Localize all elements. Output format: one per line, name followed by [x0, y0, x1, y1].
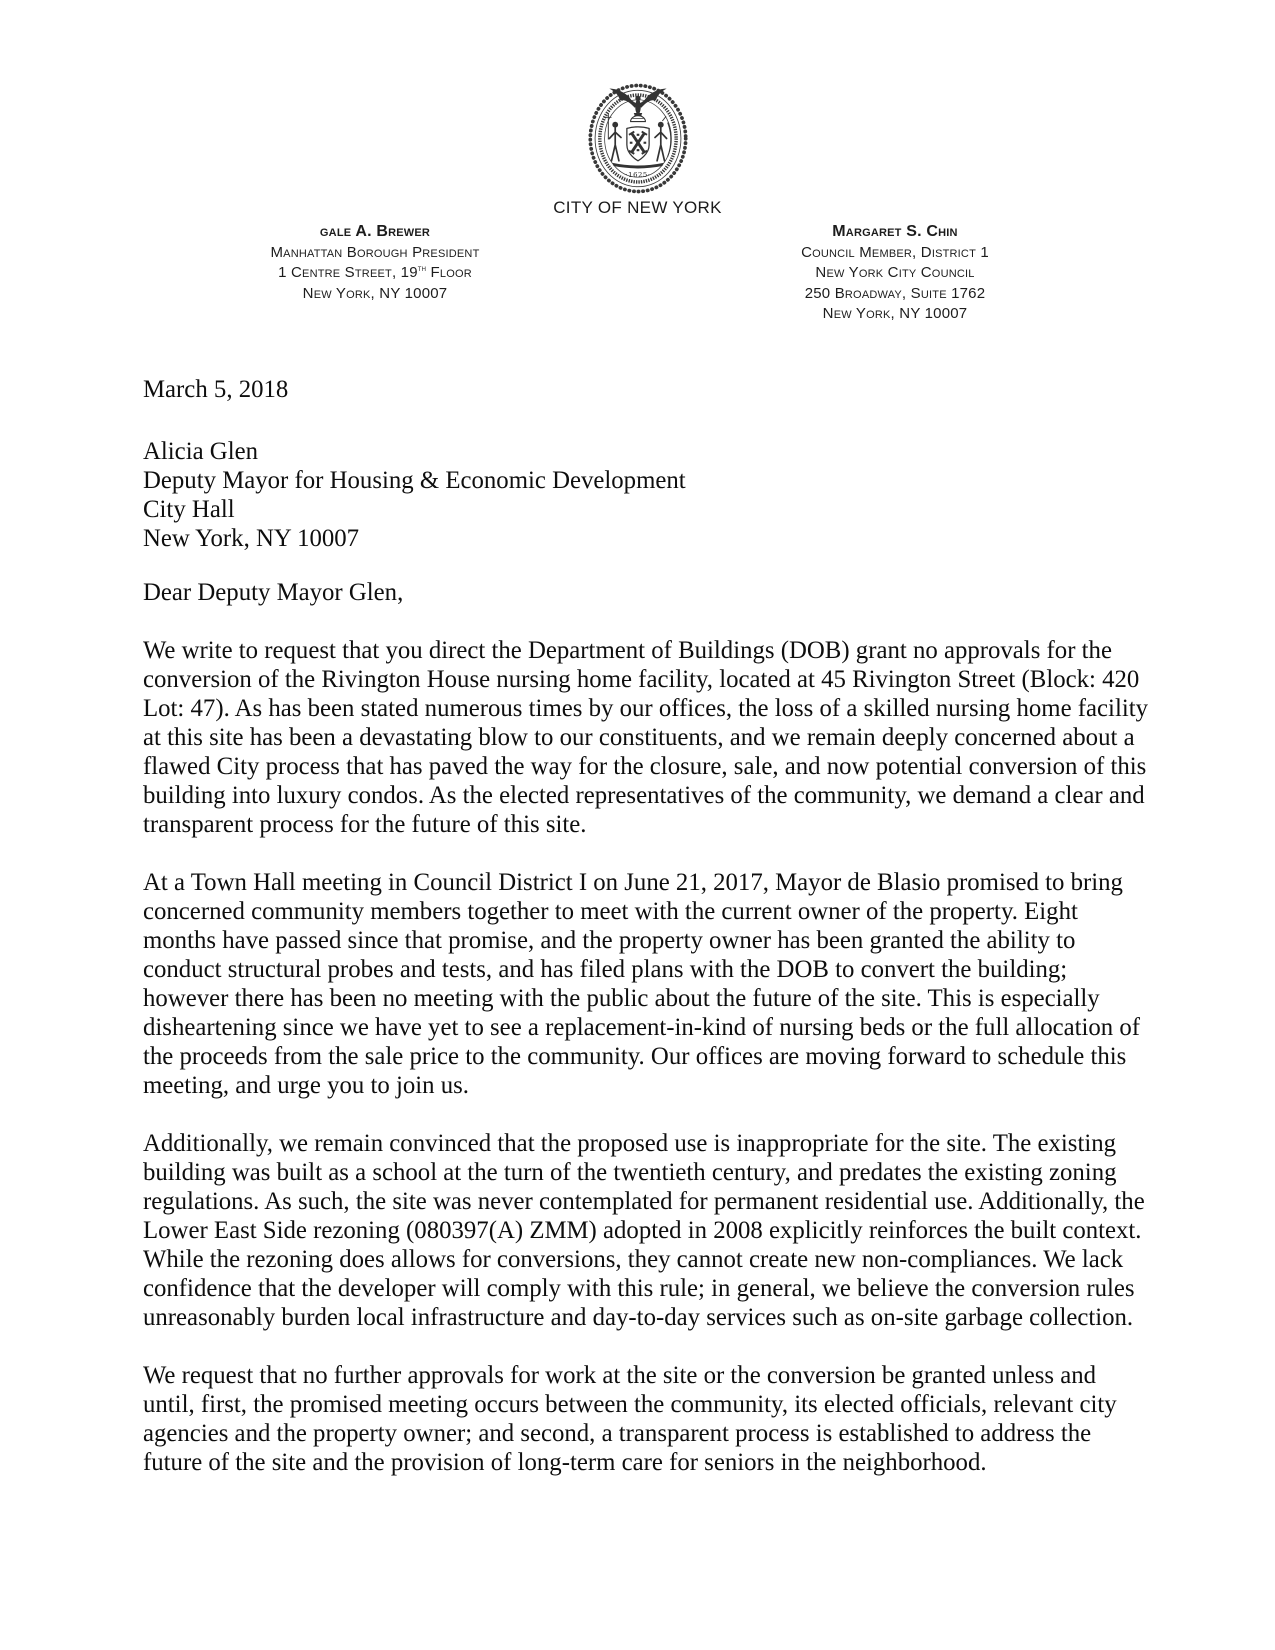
seal-year: ·1625· — [624, 171, 651, 180]
seal-container — [0, 0, 1275, 218]
seal-caption: CITY OF NEW YORK — [553, 198, 722, 217]
paragraph-4: We request that no further approvals for work at the site or the conversion be granted unless and until, first, the promised meeting occurs between the community, its elected officials, relevant city agencies and the property owner; and second, a transparent process is established to address the future of the site and the provision of long-term care for seniors in the neighborhood. — [143, 1362, 1117, 1476]
official-city-line: New York, NY 10007 — [822, 305, 968, 322]
officials-row — [0, 222, 1275, 328]
nyc-seal-icon — [585, 80, 691, 197]
address-street: 1 Centre Street, 19 — [278, 264, 418, 281]
recipient-title: Deputy Mayor for Housing & Economic Development — [143, 467, 686, 494]
recipient-address-line: City Hall — [143, 496, 235, 523]
letterhead — [0, 0, 1275, 328]
official-title: Manhattan Borough President — [270, 243, 480, 261]
official-block-chin — [732, 222, 1058, 325]
official-city-line: New York, NY 10007 — [302, 284, 448, 302]
letter-date: March 5, 2018 — [143, 376, 289, 403]
official-name: Margaret S. Chin — [832, 223, 958, 240]
official-block-brewer — [212, 222, 538, 304]
recipient-name: Alicia Glen — [143, 438, 258, 465]
official-address-line: 250 Broadway, Suite 1762 — [804, 284, 986, 302]
paragraph-3: Additionally, we remain convinced that the proposed use is inappropriate for the site. The existing building was built as a school at the turn of the twentieth century, and predates the existing zoning regulations. As such, the site was never contemplated for permanent residential use. Additionally, the Lower East Side rezoning (080397(A) ZMM) adopted in 2008 explicitly reinforces the built context. While the rezoning does allows for conversions, they cannot create new non-compliances. We lack confidence that the developer will comply with this rule; in general, we believe the conversion rules unreasonably burden local infrastructure and day-to-day services such as on-site garbage collection. — [143, 1130, 1145, 1331]
address-floor: Floor — [426, 264, 472, 281]
address-ordinal-suffix: th — [417, 263, 427, 273]
paragraph-1: We write to request that you direct the Department of Buildings (DOB) grant no approvals for the conversion of the Rivington House nursing home facility, located at 45 Rivington Street (Block: 420 Lot: 47). As has been stated numerous times by our offices, the loss of a skilled nursing home facility at this site has been a devastating blow to our constituents, and we remain deeply concerned about a flawed City process that has paved the way for the closure, sale, and now potential conversion of this building into luxury condos. As the elected representatives of the community, we demand a clear and transparent process for the future of this site. — [143, 637, 1149, 838]
official-address-line — [212, 263, 538, 284]
letter-body — [143, 375, 1148, 1477]
recipient-address — [143, 437, 1148, 553]
official-org: New York City Council — [815, 264, 975, 281]
paragraph-2: At a Town Hall meeting in Council District I on June 21, 2017, Mayor de Blasio promised to bring concerned community members together to meet with the current owner of the property. Eight months have passed since that promise, and the property owner has been granted the ability to conduct structural probes and tests, and has filed plans with the DOB to convert the building; however there has been no meeting with the public about the future of the site. This is especially disheartening since we have yet to see a replacement-in-kind of nursing beds or the full allocation of the proceeds from the sale price to the community. Our offices are moving forward to schedule this meeting, and urge you to join us. — [143, 869, 1141, 1099]
official-title: Council Member, District 1 — [801, 243, 989, 261]
official-name: gale A. Brewer — [319, 223, 431, 240]
salutation: Dear Deputy Mayor Glen, — [143, 579, 404, 606]
recipient-city-line: New York, NY 10007 — [143, 525, 360, 552]
